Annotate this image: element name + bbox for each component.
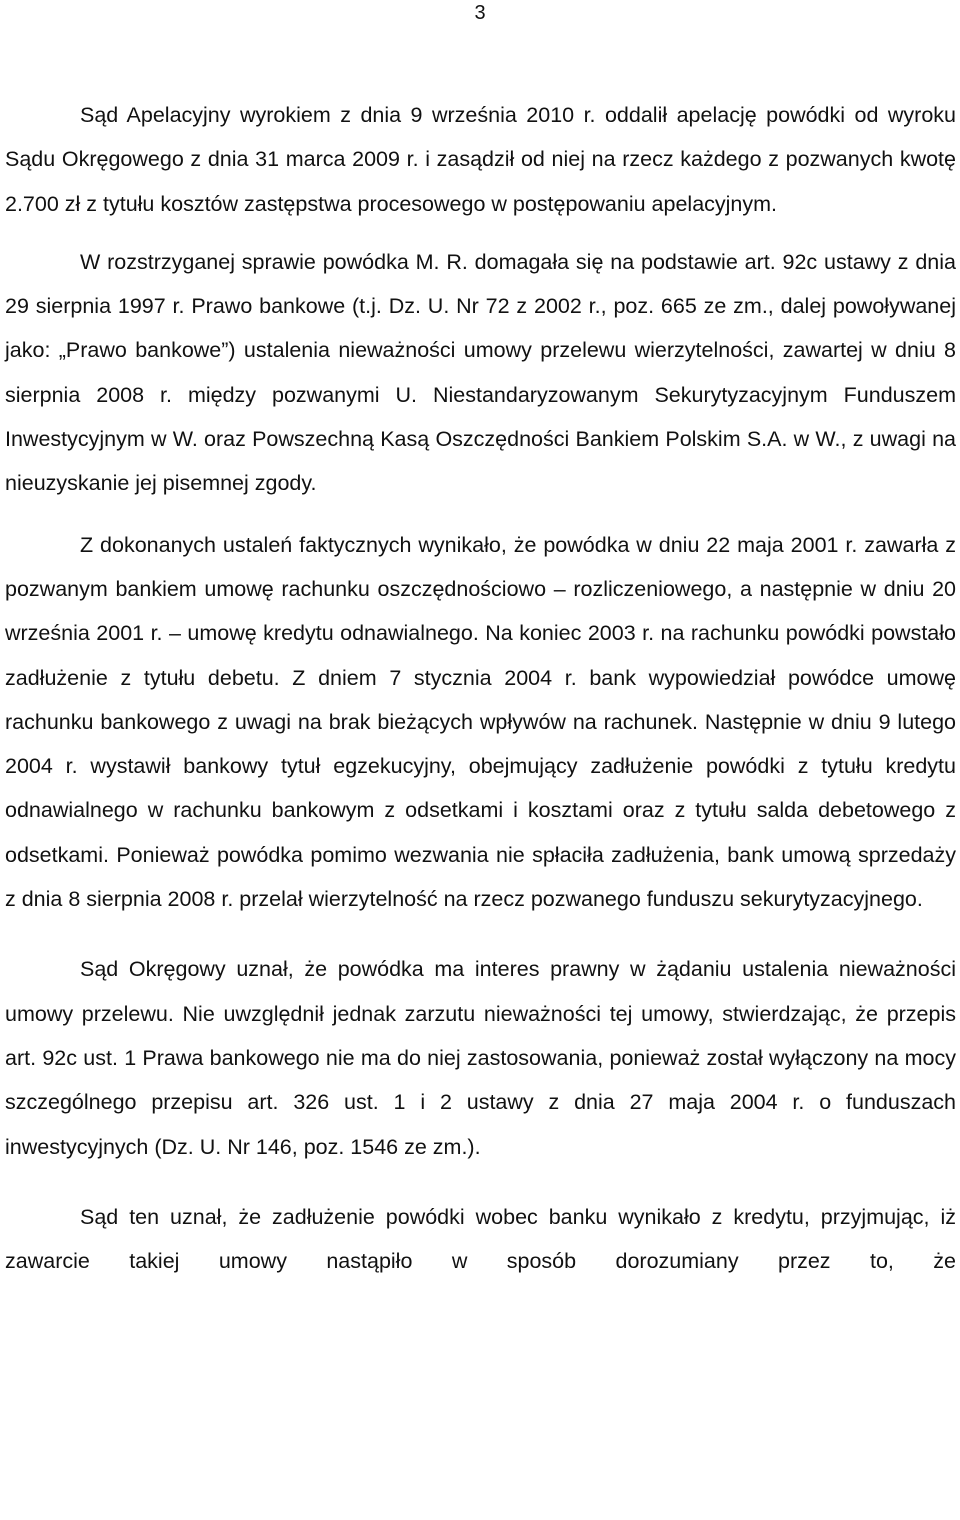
page-number: 3 <box>474 2 486 24</box>
paragraph-court-reasoning: Sąd ten uznał, że zadłużenie powódki wobec banku wynikało z kredytu, przyjmując, iż zawarcie takiej umowy nastąpiło w sposób dorozumiany przez to, że <box>5 1204 956 1274</box>
paragraph-appeal-judgment: Sąd Apelacyjny wyrokiem z dnia 9 września 2010 r. oddalił apelację powódki od wyroku Sądu Okręgowego z dnia 31 marca 2009 r. i zasądził od niej na rzecz każdego z pozwanych kwotę 2.700 zł z tytułu kosztów zastępstwa procesowego w postępowaniu apelacyjnym. <box>5 103 956 216</box>
document-body <box>5 93 956 1283</box>
paragraph-claim: W rozstrzyganej sprawie powódka M. R. domagała się na podstawie art. 92c ustawy z dnia 29 sierpnia 1997 r. Prawo bankowe (t.j. Dz. U. Nr 72 z 2002 r., poz. 665 ze zm., dalej powoływanej jako: „Prawo bankowe”) ustalenia nieważności umowy przelewu wierzytelności, zawartej w dniu 8 sierpnia 2008 r. między pozwanymi U. Niestandaryzowanym Sekurytyzacyjnym Funduszem Inwestycyjnym w W. oraz Powszechną Kasą Oszczędności Bankiem Polskim S.A. w W., z uwagi na nieuzyskanie jej pisemnej zgody. <box>5 249 956 496</box>
paragraph-regional-court: Sąd Okręgowy uznał, że powódka ma interes prawny w żądaniu ustalenia nieważności umowy przelewu. Nie uwzględnił jednak zarzutu nieważności tej umowy, stwierdzając, że przepis art. 92c ust. 1 Prawa bankowego nie ma do niej zastosowania, ponieważ został wyłączony na mocy szczególnego przepisu art. 326 ust. 1 i 2 ustawy z dnia 27 maja 2004 r. o funduszach inwestycyjnych (Dz. U. Nr 146, poz. 1546 ze zm.). <box>5 957 956 1159</box>
paragraph-factual-findings: Z dokonanych ustaleń faktycznych wynikało, że powódka w dniu 22 maja 2001 r. zawarła z pozwanym bankiem umowę rachunku oszczędnościowo – rozliczeniowego, a następnie w dniu 20 września 2001 r. – umowę kredytu odnawialnego. Na koniec 2003 r. na rachunku powódki powstało zadłużenie z tytułu debetu. Z dniem 7 stycznia 2004 r. bank wypowiedział powódce umowę rachunku bankowego z uwagi na brak bieżących wpływów na rachunek. Następnie w dniu 9 lutego 2004 r. wystawił bankowy tytuł egzekucyjny, obejmujący zadłużenie powódki z tytułu kredytu odnawialnego w rachunku bankowym z odsetkami i kosztami oraz z tytułu salda debetowego z odsetkami. Ponieważ powódka pomimo wezwania nie spłaciła zadłużenia, bank umową sprzedaży z dnia 8 sierpnia 2008 r. przelał wierzytelność na rzecz pozwanego funduszu sekurytyzacyjnego. <box>5 532 956 912</box>
